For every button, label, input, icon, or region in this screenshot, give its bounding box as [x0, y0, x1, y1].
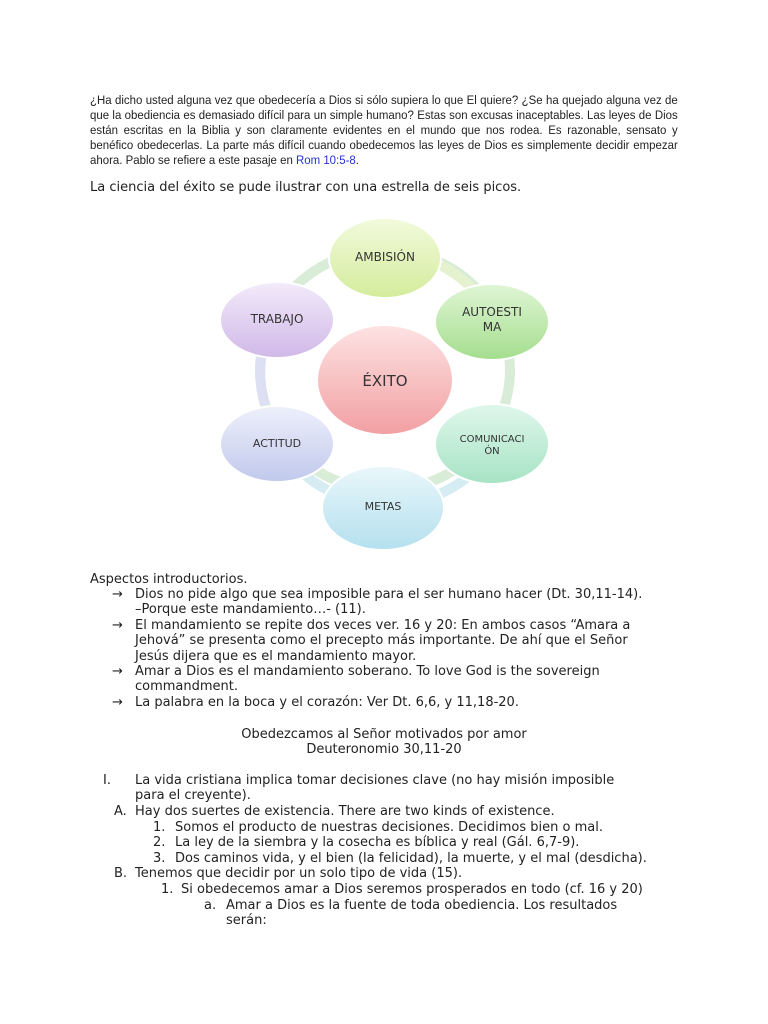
- arrow-icon: →: [112, 587, 123, 602]
- node-trabajo-label: TRABAJO: [250, 312, 304, 326]
- outline-B-mark: B.: [114, 866, 128, 881]
- outline-Ba-text-2: serán:: [226, 913, 267, 928]
- outline-I-text-2: para el creyente).: [135, 788, 251, 803]
- node-metas-label: METAS: [364, 500, 402, 513]
- node-autoestima-label-1: AUTOESTI: [462, 305, 522, 319]
- node-ambicion-label: AMBISIÓN: [355, 250, 415, 264]
- arrow-icon: →: [112, 694, 123, 710]
- arrow-icon: →: [112, 617, 123, 633]
- sermon-title: Obedezcamos al Señor motivados por amor: [241, 727, 527, 742]
- intro-text: ¿Ha dicho usted alguna vez que obedecería a Dios si sólo supiera lo que El quiere? ¿Se ha quejado alguna vez de que la obediencia es demasiado difícil para un simple humano? Estas son excusas inaceptables. Las leyes de Dios están escritas en la Biblia y son claramente evidentes en el mundo que nos rodea. Es razonable, sensato y benéfico obedecerlas. La parte más difícil cuando obedecemos las leyes de Dios es simplemente decidir empezar ahora. Pablo se refiere a este pasaje en: [90, 93, 678, 167]
- outline-Ba-mark: a.: [204, 898, 217, 913]
- arrow-icon: →: [112, 664, 123, 680]
- node-autoestima-label-2: MA: [482, 320, 502, 334]
- outline-A-mark: A.: [114, 804, 127, 819]
- outline-A2-mark: 2.: [153, 835, 166, 850]
- outline-Ba-text-1: Amar a Dios es la fuente de toda obediencia. Los resultados: [226, 898, 618, 913]
- success-cycle-diagram: [210, 210, 560, 555]
- lead-sentence: La ciencia del éxito se pude ilustrar con una estrella de seis picos.: [90, 180, 522, 195]
- outline-I-mark: I.: [103, 773, 111, 788]
- node-comunicacion-label-1: COMUNICACI: [459, 434, 525, 445]
- center-node-label: ÉXITO: [362, 372, 408, 390]
- outline-B1-text: Si obedecemos amar a Dios seremos prosperados en todo (cf. 16 y 20): [181, 882, 643, 897]
- bible-reference-link[interactable]: Rom 10:5-8: [295, 153, 356, 167]
- list-item: → Amar a Dios es el mandamiento soberano. To love God is the sovereign commandment.: [112, 664, 600, 695]
- outline-A3-text: Dos caminos vida, y el bien (la felicidad), la muerte, y el mal (desdicha).: [175, 851, 647, 866]
- outline-A1-text: Somos el producto de nuestras decisiones. Decidimos bien o mal.: [175, 820, 603, 835]
- outline-B-text: Tenemos que decidir por un solo tipo de vida (15).: [135, 866, 463, 881]
- intro-end: .: [355, 153, 359, 167]
- outline-A3-mark: 3.: [153, 851, 166, 866]
- node-comunicacion-label-2: ÓN: [484, 446, 500, 457]
- outline-A2-text: La ley de la siembra y la cosecha es bíblica y real (Gál. 6,7-9).: [175, 835, 580, 850]
- outline-A1-mark: 1.: [153, 820, 166, 835]
- list-item: → La palabra en la boca y el corazón: Ver Dt. 6,6, y 11,18-20.: [112, 694, 519, 710]
- list-item: → Dios no pide algo que sea imposible para el ser humano hacer (Dt. 30,11-14). –Porque este mandamiento…- (11).: [112, 587, 643, 618]
- sermon-reference: Deuteronomio 30,11-20: [306, 742, 462, 757]
- outline-A-text: Hay dos suertes de existencia. There are two kinds of existence.: [135, 804, 555, 819]
- node-actitud-label: ACTITUD: [252, 437, 302, 450]
- aspects-list: [112, 587, 692, 710]
- outline-I-text-1: La vida cristiana implica tomar decisiones clave (no hay misión imposible: [135, 773, 615, 788]
- intro-paragraph: [90, 93, 678, 168]
- list-item: → El mandamiento se repite dos veces ver. 16 y 20: En ambos casos “Amara a Jehová” se presenta como el precepto más importante. De ahí que el Señor Jesús dijera que es el mandamiento mayor.: [112, 617, 631, 664]
- outline-B1-mark: 1.: [161, 882, 174, 897]
- aspects-heading: Aspectos introductorios.: [90, 572, 248, 587]
